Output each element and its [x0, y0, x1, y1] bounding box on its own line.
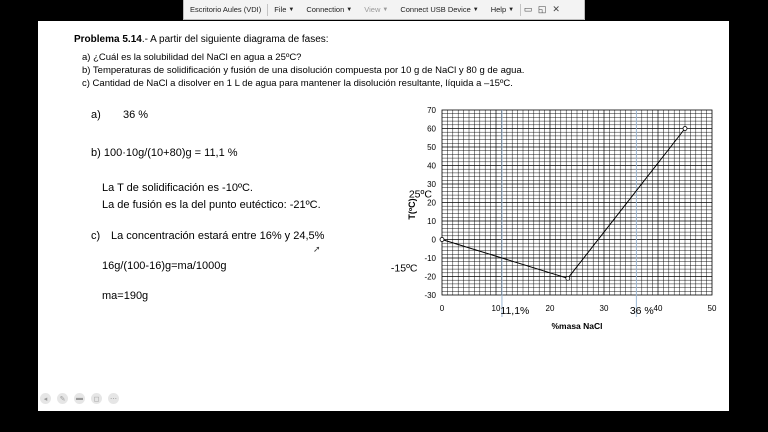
question-c: c) Cantidad de NaCl a disolver en 1 L de agua para mantener la disolución resultante, líquida a –15ºC. [82, 78, 513, 89]
chevron-down-icon: ▼ [472, 6, 479, 13]
eraser-tool-icon[interactable]: ◻ [91, 393, 102, 404]
x-tick-labels [440, 304, 717, 313]
chevron-down-icon: ▼ [382, 6, 389, 13]
menu-connection[interactable] [300, 0, 358, 19]
menu-help-label: Help [490, 5, 507, 14]
data-point [566, 276, 570, 280]
answer-a-label: a) [91, 109, 101, 121]
annotation-label: 36 % [629, 304, 654, 317]
mouse-cursor-icon: ➚ [313, 244, 321, 254]
chevron-down-icon: ▼ [346, 6, 353, 13]
menu-connection-label: Connection [306, 5, 345, 14]
y-tick-label: 40 [427, 161, 436, 171]
question-a: a) ¿Cuál es la solubilidad del NaCl en agua a 25ºC? [82, 52, 302, 63]
answer-c-text: La concentración estará entre 16% y 24,5% [111, 230, 325, 242]
x-tick-label: 40 [653, 304, 663, 313]
problem-intro: .- A partir del siguiente diagrama de fases: [141, 34, 329, 45]
x-tick-label: 30 [599, 304, 609, 313]
menu-connect-usb-label: Connect USB Device [400, 5, 471, 14]
x-axis-label: %masa NaCl [551, 321, 603, 331]
y-tick-label: 30 [427, 180, 436, 189]
answer-c-label: c) [91, 230, 101, 242]
toolbar-title: Escritorio Aules (VDI) [190, 5, 262, 14]
annotation-label: -15ºC [390, 262, 418, 275]
answer-b-solidification: La T de solidificación es -10ºC. [102, 182, 253, 194]
menu-connect-usb[interactable] [394, 0, 484, 19]
data-point [683, 127, 687, 131]
answer-b-calc: b) 100·10g/(10+80)g = 11,1 % [91, 147, 238, 159]
menu-file-label: File [274, 5, 287, 14]
x-tick-label: 50 [707, 304, 717, 313]
x-tick-label: 0 [439, 304, 445, 313]
y-tick-label: 50 [427, 143, 436, 152]
restore-icon[interactable]: ◱ [537, 4, 547, 14]
menu-help[interactable] [485, 0, 520, 19]
y-tick-label: 20 [427, 198, 436, 208]
vdi-toolbar [183, 0, 585, 20]
annotation-label: 11,1% [500, 304, 530, 317]
chevron-down-icon: ▼ [508, 6, 515, 13]
minimize-icon[interactable]: ▭ [523, 4, 533, 14]
menu-file[interactable] [268, 0, 300, 19]
answer-c-result: ma=190g [102, 290, 149, 302]
y-tick-label: -30 [424, 291, 436, 300]
answer-a-value: 36 % [123, 109, 149, 121]
slide-canvas [38, 21, 729, 411]
menu-view-label: View [364, 5, 381, 14]
y-axis-label: T(ºC) [407, 198, 417, 220]
y-tick-label: -20 [424, 272, 436, 282]
phase-diagram-chart [38, 21, 729, 351]
y-tick-label: 0 [431, 235, 436, 245]
chevron-down-icon: ▼ [288, 6, 295, 13]
highlighter-tool-icon[interactable]: ▬ [76, 395, 83, 402]
y-tick-labels [424, 106, 436, 300]
close-icon[interactable]: ✕ [552, 4, 560, 14]
y-tick-label: -10 [424, 254, 436, 263]
problem-title: Problema 5.14 [74, 34, 142, 45]
menu-view[interactable] [358, 0, 394, 19]
answer-b-fusion: La de fusión es la del punto eutéctico: -21ºC. [102, 199, 321, 211]
y-tick-label: 10 [427, 217, 436, 226]
x-tick-label: 10 [491, 304, 501, 313]
pointer-tool-icon[interactable]: ◂ [40, 393, 51, 404]
answer-c-calc: 16g/(100-16)g=ma/1000g [102, 260, 227, 272]
question-b: b) Temperaturas de solidificación y fusión de una disolución compuesta por 10 g de NaCl y 80 g de agua. [82, 65, 525, 76]
pen-tool-icon[interactable]: ✎ [57, 393, 68, 404]
annotation-label: 25ºC [408, 188, 432, 201]
annotation-toolbar [40, 393, 119, 404]
y-tick-label: 60 [427, 124, 436, 134]
more-tools-icon[interactable]: ⋯ [108, 393, 119, 404]
y-tick-label: 70 [427, 106, 436, 115]
x-tick-label: 20 [545, 304, 555, 313]
data-point [440, 238, 444, 242]
